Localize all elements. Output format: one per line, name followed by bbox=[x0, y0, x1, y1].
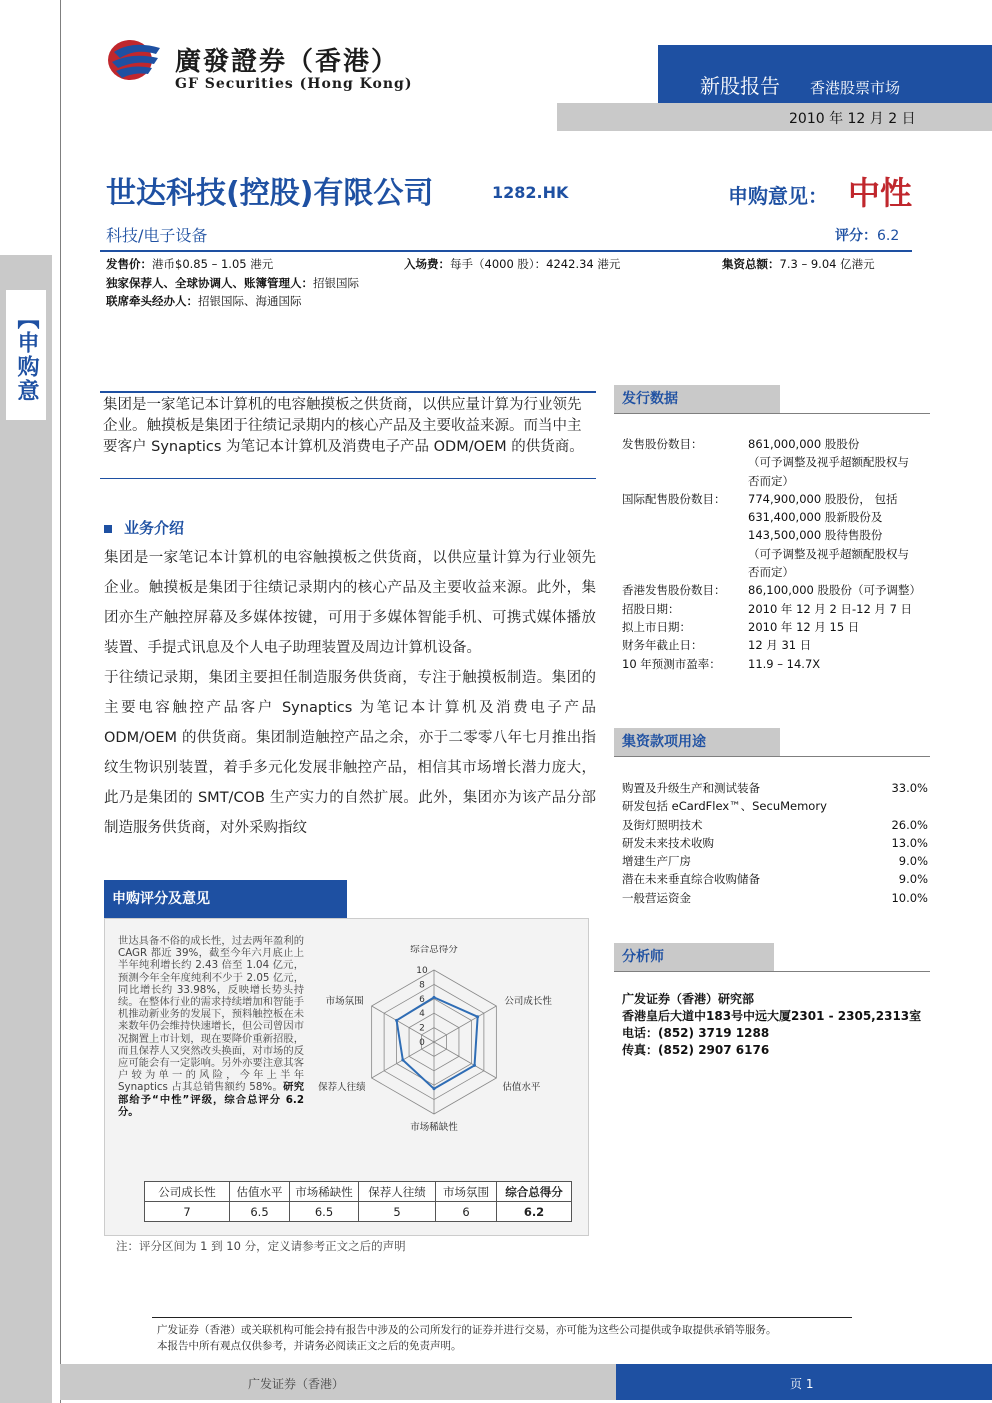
sidebar-divider bbox=[60, 0, 61, 1403]
score-table-header bbox=[145, 1182, 572, 1202]
rating-text: 世达具备不俗的成长性，过去两年盈利的 CAGR 都近 39%，截至今年六月底止上半年纯利增长约 2.43 倍至 1.04 亿元，预测今年全年度纯利不少于 2.05 亿元，同比增长约 33.98%，反映增长势头持续。在整体行业的需求持续增加和智能手机推动新业务的发展下，预料触控板在未来数年仍会维持快速增长，但公司曾因市况搁置上市计划，现在要降价重新招股，而且保荐人又突然改头换面，对市场的反应可能会有一定影响。另外亦要注意其客户较为单一的风险，今年上半年 Synaptics 占其总销售额约 58%。研究部给予“中性”评级，综合总评分 6.2 分。 bbox=[118, 935, 305, 1118]
score-value-cell: 5 bbox=[359, 1202, 436, 1222]
issue-data-value: 否而定） bbox=[748, 473, 794, 488]
analyst-fax: 传真：(852) 2907 6176 bbox=[622, 1043, 770, 1057]
score-value-cell: 6 bbox=[436, 1202, 497, 1222]
title-rule bbox=[100, 250, 912, 252]
issue-data-row bbox=[622, 453, 938, 471]
issue-data-value: 2010 年 12 月 2 日-12 月 7 日 bbox=[748, 601, 913, 616]
issue-data-heading: 发行数据 bbox=[614, 385, 780, 413]
proceeds-pct: 26.0% bbox=[891, 817, 928, 832]
proceeds-list bbox=[622, 779, 928, 907]
radar-tick-label: 0 bbox=[419, 1038, 425, 1048]
issue-data-key: 香港发售股份数目： bbox=[622, 583, 726, 598]
bullet-square-icon bbox=[104, 525, 112, 533]
summary-box: 集团是一家笔记本计算机的电容触摸板之供货商，以供应量计算为行业领先企业。触摸板是集团于往绩记录期内的核心产品及主要收益来源。而当中主要客户 Synaptics 为笔记本计算机及消费电子产品 ODM/OEM 的供货商。 bbox=[100, 391, 596, 479]
radar-category-label: 市场稀缺性 bbox=[410, 1122, 458, 1133]
analyst-address: 香港皇后大道中183号中远大厦2301 - 2305,2313室 bbox=[622, 1009, 922, 1023]
issue-data-value: 631,400,000 股新股份及 bbox=[748, 510, 883, 525]
entry-fee: 入场费：每手（4000 股）：4242.34 港元 bbox=[404, 257, 621, 271]
business-paragraph-1: 集团是一家笔记本计算机的电容触摸板之供货商，以供应量计算为行业领先企业。触摸板是集团于往绩记录期内的核心产品及主要收益来源。此外，集团亦生产触控屏幕及多媒体按键，可用于多媒体智能手机、可携式媒体播放装置、手提式讯息及个人电子助理装置及周边计算机设备。 bbox=[104, 550, 596, 656]
sponsor: 独家保荐人、全球协调人、账簿管理人：招银国际 bbox=[106, 276, 359, 290]
rating-conclusion: 研究部给予“中性”评级，综合总评分 6.2 分。 bbox=[118, 1081, 305, 1118]
rating-label: 申购意见： bbox=[728, 184, 828, 208]
issue-data-value: 143,500,000 股待售股份 bbox=[748, 528, 883, 543]
proceeds-pct: 10.0% bbox=[891, 890, 928, 905]
disclaimer-line-2: 本报告中所有观点仅供参考，并请务必阅读正文之后的免责声明。 bbox=[157, 1340, 462, 1352]
business-body bbox=[104, 543, 596, 843]
issue-data-value: 否而定） bbox=[748, 565, 794, 580]
radar-point bbox=[395, 1019, 398, 1022]
issue-data-row bbox=[622, 655, 938, 673]
issue-data-row bbox=[622, 526, 938, 544]
proceeds-row bbox=[622, 852, 928, 870]
offer-price: 发售价：港币$0.85 – 1.05 港元 bbox=[106, 257, 274, 271]
score-table bbox=[144, 1181, 572, 1222]
issue-data-row bbox=[622, 472, 938, 490]
issue-data-row bbox=[622, 490, 938, 508]
issue-data-key: 财务年截止日： bbox=[622, 638, 703, 653]
score-header-cell: 保荐人往绩 bbox=[359, 1182, 436, 1202]
radar-category-label: 综合总得分 bbox=[410, 945, 458, 955]
report-market: 香港股票市场 bbox=[810, 79, 901, 97]
score-value-cell: 6.5 bbox=[290, 1202, 359, 1222]
proceeds-item: 研发未来技术收购 bbox=[622, 835, 714, 850]
score-header-cell: 市场稀缺性 bbox=[290, 1182, 359, 1202]
radar-tick-label: 4 bbox=[419, 1009, 425, 1020]
logo-english: GF Securities (Hong Kong) bbox=[175, 76, 413, 92]
proceeds-row bbox=[622, 889, 928, 907]
radar-spoke bbox=[434, 1042, 496, 1078]
radar-tick-label: 10 bbox=[416, 966, 428, 976]
radar-point bbox=[476, 1015, 479, 1018]
footer-page-number: 页 1 bbox=[790, 1377, 814, 1391]
disclaimer-rule bbox=[152, 1317, 852, 1318]
score-value-cell: 7 bbox=[145, 1202, 230, 1222]
proceeds-item: 及街灯照明技术 bbox=[622, 817, 703, 832]
issue-data-value: 12 月 31 日 bbox=[748, 638, 812, 653]
sidebar-tab-label: 【申购意 bbox=[6, 290, 46, 420]
score-label: 评分： bbox=[835, 228, 877, 244]
issue-data-row bbox=[622, 508, 938, 526]
analyst-phone: 电话：(852) 3719 1288 bbox=[622, 1026, 770, 1040]
issue-data-row bbox=[622, 636, 938, 654]
proceeds-pct: 13.0% bbox=[891, 835, 928, 850]
report-date: 2010 年 12 月 2 日 bbox=[789, 111, 916, 127]
issue-data-list bbox=[622, 435, 938, 673]
issue-data-rule bbox=[614, 413, 930, 414]
proceeds-row bbox=[622, 797, 928, 815]
proceeds-item: 增建生产厂房 bbox=[622, 854, 691, 869]
score-value-cell: 6.5 bbox=[230, 1202, 290, 1222]
radar-category-label: 保荐人往绩 bbox=[318, 1082, 366, 1093]
issue-data-key: 招股日期： bbox=[622, 601, 680, 616]
proceeds-row bbox=[622, 834, 928, 852]
issue-data-key: 拟上市日期： bbox=[622, 619, 691, 634]
radar-tick-label: 2 bbox=[419, 1023, 425, 1034]
score-value-cell: 6.2 bbox=[497, 1202, 572, 1222]
radar-category-label: 公司成长性 bbox=[504, 996, 552, 1007]
proceeds-item: 购置及升级生产和测试装备 bbox=[622, 781, 760, 795]
business-heading: 业务介绍 bbox=[104, 517, 184, 538]
proceeds-item: 一般营运资金 bbox=[622, 890, 691, 905]
radar-point bbox=[401, 1059, 404, 1062]
lead-manager: 联席牵头经办人：招银国际、海通国际 bbox=[106, 294, 302, 308]
issue-data-row bbox=[622, 618, 938, 636]
issue-data-key: 10 年预测市盈率： bbox=[622, 656, 721, 671]
issue-data-row bbox=[622, 600, 938, 618]
issue-data-value: 11.9 – 14.7X bbox=[748, 656, 821, 671]
proceeds-pct: 9.0% bbox=[898, 854, 928, 869]
sector: 科技/电子设备 bbox=[106, 226, 208, 245]
disclaimer-line-1: 广发证券（香港）或关联机构可能会持有报告中涉及的公司所发行的证券并进行交易，亦可能为这些公司提供或争取提供承销等服务。 bbox=[157, 1324, 777, 1336]
ticker: 1282.HK bbox=[492, 183, 569, 202]
proceeds-row bbox=[622, 816, 928, 834]
logo-chinese: 廣發證券（香港） bbox=[175, 47, 400, 77]
analyst-heading: 分析师 bbox=[614, 943, 774, 971]
proceeds-item: 研发包括 eCardFlex™、SecuMemory bbox=[622, 799, 827, 814]
analyst-dept: 广发证券（香港）研究部 bbox=[622, 992, 755, 1006]
sidebar-strip bbox=[0, 255, 52, 1403]
score-header-cell: 市场氛围 bbox=[436, 1182, 497, 1202]
disclaimer bbox=[157, 1322, 777, 1354]
issue-data-value: 86,100,000 股股份（可予调整） bbox=[748, 583, 921, 598]
issue-data-value: 861,000,000 股股份 bbox=[748, 437, 860, 451]
radar-category-label: 估值水平 bbox=[502, 1082, 541, 1093]
radar-point bbox=[433, 996, 436, 999]
footer-company: 广发证券（香港） bbox=[248, 1377, 345, 1391]
raise-amount: 集资总额：7.3 – 9.04 亿港元 bbox=[722, 257, 875, 271]
radar-tick-label: 8 bbox=[419, 980, 425, 991]
radar-point bbox=[473, 1064, 476, 1067]
proceeds-pct: 9.0% bbox=[898, 872, 928, 887]
company-name: 世达科技(控股)有限公司 bbox=[106, 176, 434, 211]
issue-data-row bbox=[622, 545, 938, 563]
rating-panel-heading: 申购评分及意见 bbox=[104, 880, 347, 918]
issue-data-value: （可予调整及视乎超额配股权与 bbox=[748, 455, 909, 470]
issue-data-value: （可予调整及视乎超额配股权与 bbox=[748, 546, 909, 561]
issue-data-key: 发售股份数目： bbox=[622, 437, 703, 451]
proceeds-rule bbox=[614, 756, 930, 757]
radar-chart bbox=[310, 945, 580, 1135]
issue-data-value: 774,900,000 股股份， 包括 bbox=[748, 491, 898, 506]
proceeds-row bbox=[622, 870, 928, 888]
date-bar bbox=[557, 103, 992, 131]
analyst-rule bbox=[614, 971, 930, 972]
issue-data-row bbox=[622, 563, 938, 581]
score-table-values bbox=[145, 1202, 572, 1222]
radar-category-label: 市场氛围 bbox=[325, 996, 364, 1007]
score bbox=[835, 225, 899, 245]
proceeds-heading: 集资款项用途 bbox=[614, 728, 780, 756]
score-note: 注：评分区间为 1 到 10 分，定义请参考正文之后的声明 bbox=[116, 1239, 406, 1253]
score-header-cell: 综合总得分 bbox=[497, 1182, 572, 1202]
issue-data-key: 国际配售股份数目： bbox=[622, 491, 726, 506]
issue-data-value: 2010 年 12 月 15 日 bbox=[748, 619, 860, 634]
logo-icon bbox=[106, 38, 162, 82]
issue-data-row bbox=[622, 435, 938, 453]
proceeds-pct: 33.0% bbox=[891, 781, 928, 795]
score-header-cell: 估值水平 bbox=[230, 1182, 290, 1202]
proceeds-item: 潜在未来垂直综合收购储备 bbox=[622, 872, 760, 887]
radar-point bbox=[433, 1087, 436, 1090]
business-paragraph-2: 于往绩记录期，集团主要担任制造服务供货商，专注于触摸板制造。集团的主要电容触控产品客户 Synaptics 为笔记本计算机及消费电子产品 ODM/OEM 的供货商。集团制造触控产品之余，亦于二零零八年七月推出指纹生物识别装置，着手多元化发展非触控产品，相信其市场增长潜力庞大，此乃是集团的 SMT/COB 生产实力的自然扩展。此外，集团亦为该产品分部制造服务供货商，对外采购指纹 bbox=[104, 670, 596, 836]
score-value: 6.2 bbox=[877, 228, 900, 244]
report-type: 新股报告 bbox=[700, 74, 780, 98]
rating-value: 中性 bbox=[848, 174, 913, 212]
issue-data-row bbox=[622, 581, 938, 599]
analyst-info bbox=[622, 991, 921, 1059]
score-header-cell: 公司成长性 bbox=[145, 1182, 230, 1202]
proceeds-row bbox=[622, 779, 928, 797]
radar-tick-label: 6 bbox=[419, 994, 425, 1005]
